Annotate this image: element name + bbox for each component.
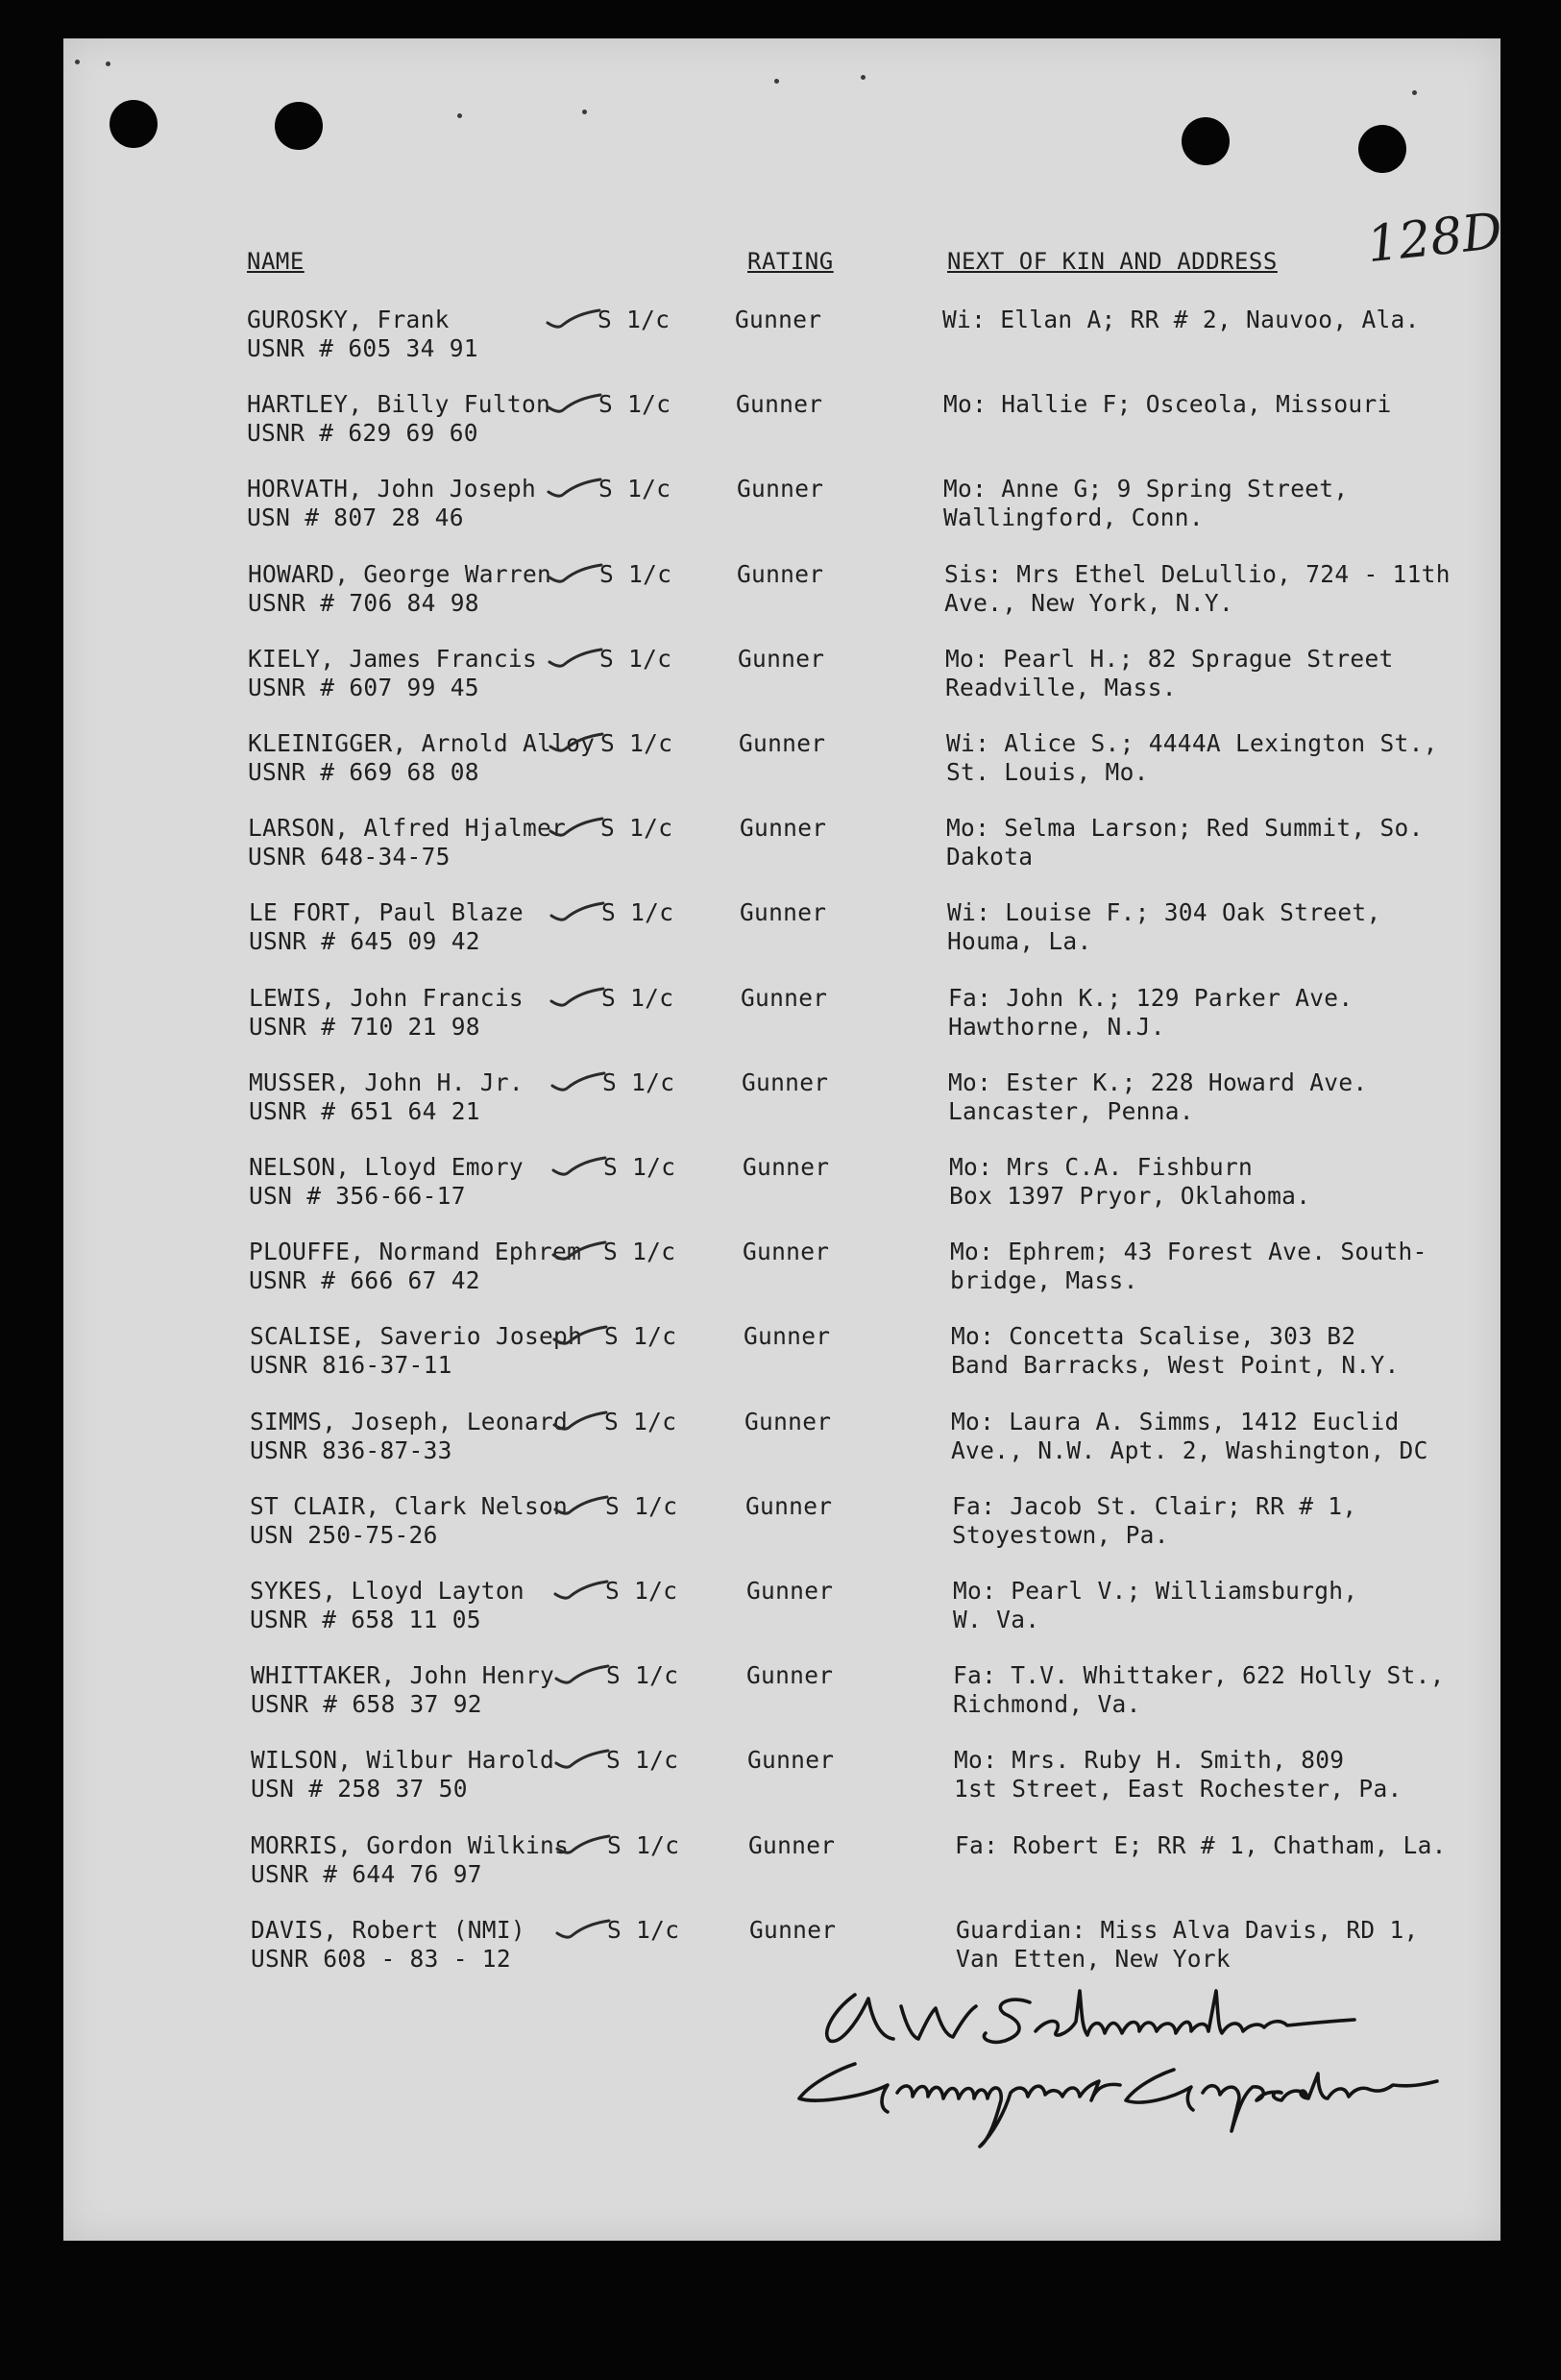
check-mark-icon <box>549 1070 606 1093</box>
crew-service-number: USNR 816-37-11 <box>250 1351 452 1379</box>
check-mark-icon <box>548 986 605 1009</box>
crew-record <box>0 475 1561 559</box>
crew-service-number: USNR 648-34-75 <box>248 843 451 871</box>
crew-name: LEWIS, John Francis <box>249 984 524 1012</box>
crew-record <box>0 1153 1561 1238</box>
next-of-kin-address: Ave., N.W. Apt. 2, Washington, DC <box>951 1436 1428 1464</box>
check-mark-icon <box>546 647 603 670</box>
next-of-kin-line: Fa: Robert E; RR # 1, Chatham, La. <box>955 1831 1447 1859</box>
crew-rank: S 1/c <box>601 984 674 1012</box>
crew-rank: S 1/c <box>598 306 671 333</box>
next-of-kin-address: Readville, Mass. <box>945 674 1177 701</box>
crew-rating: Gunner <box>737 560 824 588</box>
crew-record <box>0 645 1561 729</box>
crew-rating: Gunner <box>737 475 824 503</box>
next-of-kin-line: Mo: Concetta Scalise, 303 B2 <box>951 1322 1356 1350</box>
crew-rating: Gunner <box>746 1661 834 1689</box>
check-mark-icon <box>550 1410 608 1433</box>
crew-rating: Gunner <box>742 1068 829 1096</box>
next-of-kin-line: Sis: Mrs Ethel DeLullio, 724 - 11th <box>944 560 1451 588</box>
crew-rank: S 1/c <box>601 898 674 926</box>
crew-rank: S 1/c <box>599 560 672 588</box>
crew-service-number: USN # 807 28 46 <box>247 503 464 531</box>
header-name: NAME <box>247 248 305 275</box>
crew-name: KIELY, James Francis <box>248 645 538 673</box>
next-of-kin-address: 1st Street, East Rochester, Pa. <box>954 1775 1402 1803</box>
crew-record <box>0 1492 1561 1577</box>
crew-rating: Gunner <box>749 1916 837 1944</box>
crew-rating: Gunner <box>744 1408 832 1435</box>
crew-service-number: USNR # 651 64 21 <box>249 1097 480 1125</box>
crew-service-number: USNR # 658 37 92 <box>251 1690 482 1718</box>
crew-name: NELSON, Lloyd Emory <box>249 1153 524 1181</box>
crew-name: LE FORT, Paul Blaze <box>249 898 524 926</box>
crew-service-number: USN # 356-66-17 <box>249 1182 466 1210</box>
crew-rank: S 1/c <box>606 1746 679 1774</box>
crew-service-number: USNR # 666 67 42 <box>249 1266 480 1294</box>
next-of-kin-line: Mo: Pearl V.; Williamsburgh, <box>953 1577 1358 1605</box>
crew-rank: S 1/c <box>604 1322 677 1350</box>
crew-name: MUSSER, John H. Jr. <box>249 1068 524 1096</box>
next-of-kin-line: Mo: Hallie F; Osceola, Missouri <box>943 390 1392 418</box>
check-mark-icon <box>549 1155 607 1178</box>
next-of-kin-line: Wi: Louise F.; 304 Oak Street, <box>947 898 1381 926</box>
crew-service-number: USNR # 607 99 45 <box>248 674 479 701</box>
crew-rank: S 1/c <box>606 1661 679 1689</box>
crew-rating: Gunner <box>748 1831 836 1859</box>
crew-rank: S 1/c <box>605 1492 678 1520</box>
next-of-kin-line: Mo: Selma Larson; Red Summit, So. <box>946 814 1424 842</box>
crew-record <box>0 1068 1561 1153</box>
next-of-kin-line: Guardian: Miss Alva Davis, RD 1, <box>956 1916 1419 1944</box>
check-mark-icon <box>547 816 604 839</box>
crew-name: SIMMS, Joseph, Leonard <box>250 1408 569 1435</box>
crew-rating: Gunner <box>744 1322 831 1350</box>
check-mark-icon <box>553 1918 611 1941</box>
check-mark-icon <box>551 1494 609 1517</box>
crew-name: SYKES, Lloyd Layton <box>250 1577 524 1605</box>
crew-service-number: USN 250-75-26 <box>250 1521 438 1549</box>
crew-rank: S 1/c <box>603 1238 676 1265</box>
crew-record <box>0 898 1561 983</box>
crew-rank: S 1/c <box>600 729 673 757</box>
next-of-kin-address: Stoyestown, Pa. <box>952 1521 1169 1549</box>
next-of-kin-line: Mo: Anne G; 9 Spring Street, <box>943 475 1349 503</box>
crew-service-number: USNR 836-87-33 <box>250 1436 452 1464</box>
crew-name: HARTLEY, Billy Fulton <box>247 390 551 418</box>
crew-name: MORRIS, Gordon Wilkins <box>251 1831 570 1859</box>
header-next-of-kin: NEXT OF KIN AND ADDRESS <box>947 248 1278 275</box>
crew-service-number: USNR # 658 11 05 <box>250 1606 481 1633</box>
crew-rating: Gunner <box>736 390 823 418</box>
crew-service-number: USNR # 629 69 60 <box>247 419 478 447</box>
crew-service-number: USNR # 669 68 08 <box>248 758 479 786</box>
next-of-kin-line: Mo: Laura A. Simms, 1412 Euclid <box>951 1408 1400 1435</box>
next-of-kin-line: Mo: Pearl H.; 82 Sprague Street <box>945 645 1394 673</box>
next-of-kin-address: Band Barracks, West Point, N.Y. <box>951 1351 1400 1379</box>
crew-record <box>0 390 1561 475</box>
check-mark-icon <box>546 562 603 585</box>
crew-name: WILSON, Wilbur Harold <box>251 1746 555 1774</box>
crew-rank: S 1/c <box>605 1577 678 1605</box>
punch-hole <box>1182 117 1230 165</box>
crew-record <box>0 1408 1561 1492</box>
page-number: 128D <box>1364 202 1505 275</box>
crew-record <box>0 306 1561 390</box>
crew-rating: Gunner <box>743 1153 830 1181</box>
crew-record <box>0 984 1561 1068</box>
crew-name: LARSON, Alfred Hjalmer <box>248 814 567 842</box>
crew-record <box>0 1746 1561 1830</box>
next-of-kin-address: Box 1397 Pryor, Oklahoma. <box>949 1182 1311 1210</box>
crew-service-number: USNR 608 - 83 - 12 <box>251 1945 511 1973</box>
crew-rating: Gunner <box>735 306 822 333</box>
next-of-kin-address: bridge, Mass. <box>950 1266 1138 1294</box>
crew-rating: Gunner <box>739 729 826 757</box>
crew-record <box>0 1831 1561 1916</box>
next-of-kin-line: Wi: Ellan A; RR # 2, Nauvoo, Ala. <box>942 306 1420 333</box>
crew-name: ST CLAIR, Clark Nelson <box>250 1492 569 1520</box>
check-mark-icon <box>553 1833 611 1856</box>
crew-rank: S 1/c <box>599 645 672 673</box>
crew-rank: S 1/c <box>603 1153 676 1181</box>
crew-rating: Gunner <box>746 1577 834 1605</box>
punch-hole <box>110 100 158 148</box>
crew-rank: S 1/c <box>600 814 673 842</box>
next-of-kin-line: Mo: Ester K.; 228 Howard Ave. <box>948 1068 1368 1096</box>
crew-rank: S 1/c <box>598 475 671 503</box>
crew-service-number: USNR # 645 09 42 <box>249 927 480 955</box>
next-of-kin-line: Mo: Mrs. Ruby H. Smith, 809 <box>954 1746 1345 1774</box>
crew-rating: Gunner <box>741 984 828 1012</box>
check-mark-icon <box>545 392 602 415</box>
crew-rating: Gunner <box>747 1746 835 1774</box>
next-of-kin-address: St. Louis, Mo. <box>946 758 1149 786</box>
crew-name: SCALISE, Saverio Joseph <box>250 1322 583 1350</box>
check-mark-icon <box>547 731 604 754</box>
crew-rank: S 1/c <box>598 390 671 418</box>
next-of-kin-address: Ave., New York, N.Y. <box>944 589 1234 617</box>
crew-service-number: USN # 258 37 50 <box>251 1775 468 1803</box>
next-of-kin-address: Wallingford, Conn. <box>943 503 1204 531</box>
next-of-kin-line: Fa: John K.; 129 Parker Ave. <box>948 984 1354 1012</box>
crew-record <box>0 1322 1561 1407</box>
next-of-kin-line: Wi: Alice S.; 4444A Lexington St., <box>946 729 1438 757</box>
punch-hole <box>1358 125 1406 173</box>
next-of-kin-line: Mo: Ephrem; 43 Forest Ave. South- <box>950 1238 1427 1265</box>
crew-record <box>0 814 1561 898</box>
crew-rank: S 1/c <box>607 1916 680 1944</box>
crew-rank: S 1/c <box>602 1068 675 1096</box>
crew-name: HORVATH, John Joseph <box>247 475 537 503</box>
next-of-kin-address: Richmond, Va. <box>953 1690 1141 1718</box>
crew-record <box>0 1577 1561 1661</box>
next-of-kin-line: Mo: Mrs C.A. Fishburn <box>949 1153 1254 1181</box>
check-mark-icon <box>548 900 605 923</box>
next-of-kin-address: Dakota <box>946 843 1034 871</box>
crew-rank: S 1/c <box>607 1831 680 1859</box>
next-of-kin-line: Fa: Jacob St. Clair; RR # 1, <box>952 1492 1357 1520</box>
next-of-kin-address: Van Etten, New York <box>956 1945 1231 1973</box>
next-of-kin-address: W. Va. <box>953 1606 1040 1633</box>
crew-record <box>0 1238 1561 1322</box>
crew-record <box>0 729 1561 814</box>
crew-rating: Gunner <box>738 645 825 673</box>
crew-rating: Gunner <box>743 1238 830 1265</box>
check-mark-icon <box>544 307 601 331</box>
next-of-kin-line: Fa: T.V. Whittaker, 622 Holly St., <box>953 1661 1445 1689</box>
check-mark-icon <box>552 1748 610 1771</box>
crew-rating: Gunner <box>740 814 827 842</box>
punch-hole <box>275 102 323 150</box>
crew-service-number: USNR # 644 76 97 <box>251 1860 482 1888</box>
crew-record <box>0 560 1561 645</box>
crew-record <box>0 1661 1561 1746</box>
check-mark-icon <box>552 1663 610 1686</box>
header-rating: RATING <box>747 248 834 275</box>
crew-service-number: USNR # 710 21 98 <box>249 1013 480 1041</box>
check-mark-icon <box>549 1239 607 1263</box>
crew-name: WHITTAKER, John Henry <box>251 1661 555 1689</box>
crew-rating: Gunner <box>740 898 827 926</box>
next-of-kin-address: Hawthorne, N.J. <box>948 1013 1165 1041</box>
crew-name: HOWARD, George Warren <box>248 560 552 588</box>
signature <box>788 1977 1451 2150</box>
crew-rank: S 1/c <box>604 1408 677 1435</box>
crew-service-number: USNR # 706 84 98 <box>248 589 479 617</box>
crew-name: DAVIS, Robert (NMI) <box>251 1916 525 1944</box>
crew-name: PLOUFFE, Normand Ephrem <box>249 1238 582 1265</box>
crew-rating: Gunner <box>745 1492 833 1520</box>
next-of-kin-address: Houma, La. <box>947 927 1092 955</box>
crew-service-number: USNR # 605 34 91 <box>247 334 478 362</box>
crew-name: KLEINIGGER, Arnold Alloy <box>248 729 596 757</box>
next-of-kin-address: Lancaster, Penna. <box>948 1097 1194 1125</box>
crew-name: GUROSKY, Frank <box>247 306 450 333</box>
check-mark-icon <box>550 1324 608 1347</box>
check-mark-icon <box>551 1579 609 1602</box>
check-mark-icon <box>545 477 602 500</box>
